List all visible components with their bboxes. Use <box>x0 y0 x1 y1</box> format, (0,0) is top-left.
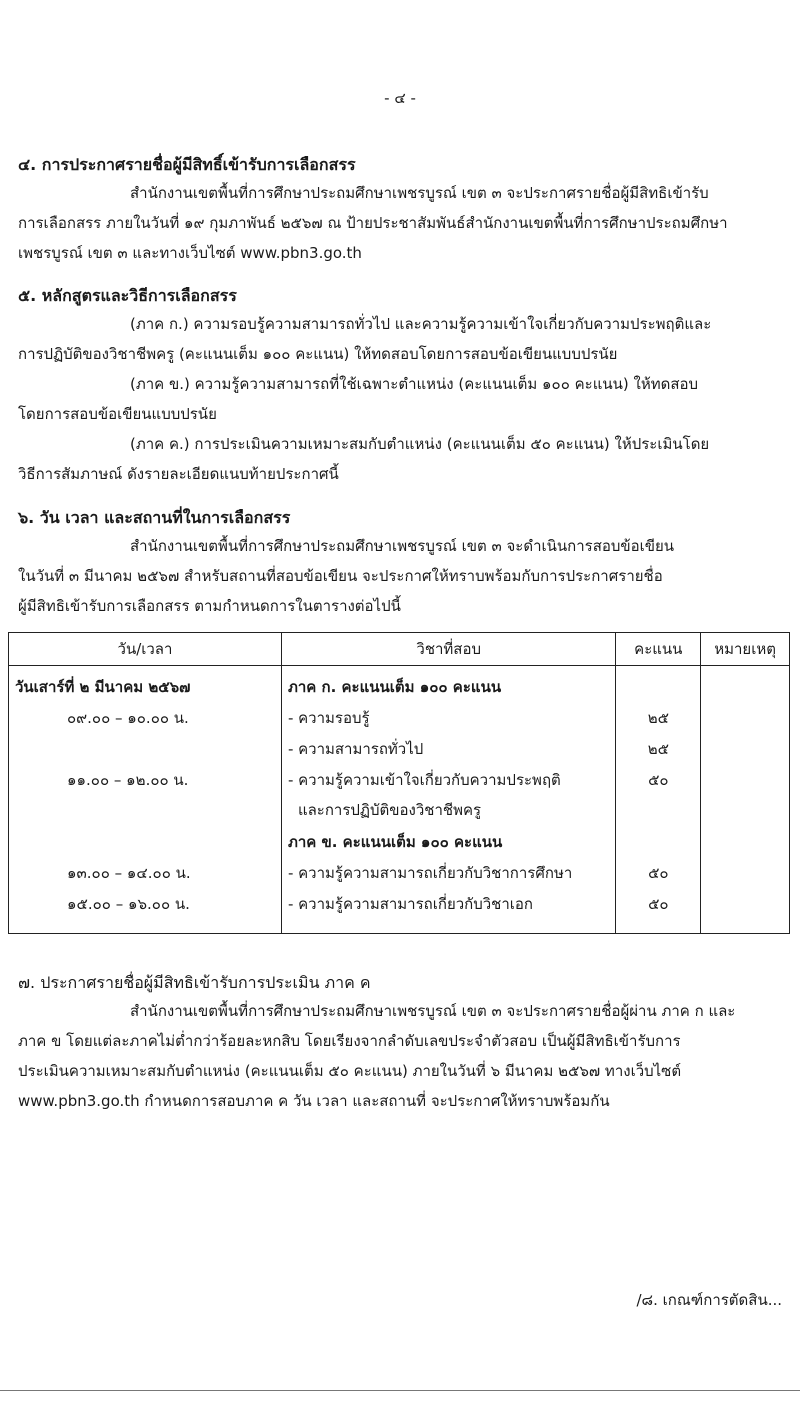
section-4-body <box>18 178 790 268</box>
paragraph-line: www.pbn3.go.th กำหนดการสอบภาค ค วัน เวลา และสถานที่ จะประกาศให้ทราบพร้อมกัน <box>18 1092 610 1110</box>
bottom-rule <box>0 1390 800 1391</box>
subject-line: - ความรู้ความเข้าใจเกี่ยวกับความประพฤติ <box>287 771 561 790</box>
subject-cell: - ความรู้ความสามารถเกี่ยวกับวิชาการศึกษา <box>281 858 616 889</box>
table-row <box>9 765 790 827</box>
table-row <box>9 889 790 933</box>
paragraph-line: การปฏิบัติของวิชาชีพครู (คะแนนเต็ม ๑๐๐ คะแนน) ให้ทดสอบโดยการสอบข้อเขียนแบบปรนัย <box>18 345 618 363</box>
table-row <box>9 858 790 889</box>
section-6-heading: ๖. วัน เวลา และสถานที่ในการเลือกสรร <box>18 508 291 527</box>
column-header-datetime: วัน/เวลา <box>9 633 282 666</box>
paragraph-line: เพชรบูรณ์ เขต ๓ และทางเว็บไซต์ www.pbn3.go.th <box>18 244 362 262</box>
section-7-heading: ๗. ประกาศรายชื่อผู้มีสิทธิเข้ารับการประเมิน ภาค ค <box>18 973 371 992</box>
score-cell: ๕๐ <box>616 858 701 889</box>
subject-cell: - ความสามารถทั่วไป <box>281 734 616 765</box>
table-row <box>9 734 790 765</box>
score-cell: ๒๕ <box>616 703 701 734</box>
section-4-heading: ๔. การประกาศรายชื่อผู้มีสิทธิ์เข้ารับการเลือกสรร <box>18 155 356 174</box>
score-cell: ๕๐ <box>616 889 701 933</box>
paragraph-line: วิธีการสัมภาษณ์ ดังรายละเอียดแนบท้ายประกาศนี้ <box>18 465 339 483</box>
time-cell: ๑๑.๐๐ – ๑๒.๐๐ น. <box>9 765 282 827</box>
section-5 <box>18 283 790 489</box>
section-5-body <box>18 309 790 489</box>
paragraph-line: ผู้มีสิทธิเข้ารับการเลือกสรร ตามกำหนดการในตารางต่อไปนี้ <box>18 597 401 615</box>
paragraph-line: ประเมินความเหมาะสมกับตำแหน่ง (คะแนนเต็ม ๕๐ คะแนน) ภายในวันที่ ๖ มีนาคม ๒๕๖๗ ทางเว็บไซต์ <box>18 1062 682 1080</box>
table-row <box>9 666 790 704</box>
table-row <box>9 827 790 858</box>
time-cell: ๐๙.๐๐ – ๑๐.๐๐ น. <box>9 703 282 734</box>
subject-cell: - ความรอบรู้ <box>281 703 616 734</box>
score-cell: ๕๐ <box>616 765 701 827</box>
column-header-remark: หมายเหตุ <box>701 633 790 666</box>
paragraph-line: (ภาค ก.) ความรอบรู้ความสามารถทั่วไป และความรู้ความเข้าใจเกี่ยวกับความประพฤติและ <box>130 315 712 333</box>
column-header-subject: วิชาที่สอบ <box>281 633 616 666</box>
paragraph-line: (ภาค ข.) ความรู้ความสามารถที่ใช้เฉพาะตำแหน่ง (คะแนนเต็ม ๑๐๐ คะแนน) ให้ทดสอบ <box>130 375 699 393</box>
subject-cell <box>281 765 616 827</box>
paragraph-line: สำนักงานเขตพื้นที่การศึกษาประถมศึกษาเพชรบูรณ์ เขต ๓ จะประกาศรายชื่อผู้ผ่าน ภาค ก และ <box>130 1002 736 1020</box>
section-7 <box>18 970 790 1116</box>
section-7-body <box>18 996 790 1116</box>
paragraph-line: ภาค ข โดยแต่ละภาคไม่ต่ำกว่าร้อยละหกสิบ โดยเรียงจากลำดับเลขประจำตัวสอบ เป็นผู้มีสิทธิเข้ารับการ <box>18 1032 681 1050</box>
time-cell <box>9 734 282 765</box>
paragraph-line: สำนักงานเขตพื้นที่การศึกษาประถมศึกษาเพชรบูรณ์ เขต ๓ จะประกาศรายชื่อผู้มีสิทธิเข้ารับ <box>130 184 709 202</box>
paragraph-line: โดยการสอบข้อเขียนแบบปรนัย <box>18 405 217 423</box>
page-number: - ๔ - <box>384 89 416 107</box>
paragraph-line: ในวันที่ ๓ มีนาคม ๒๕๖๗ สำหรับสถานที่สอบข้อเขียน จะประกาศให้ทราบพร้อมกับการประกาศรายชื่อ <box>18 567 663 585</box>
table-header-row <box>9 633 790 666</box>
section-6-body <box>18 531 790 621</box>
subject-line: และการปฏิบัติของวิชาชีพครู <box>297 801 482 820</box>
exam-schedule-table <box>8 632 790 934</box>
paragraph-line: สำนักงานเขตพื้นที่การศึกษาประถมศึกษาเพชรบูรณ์ เขต ๓ จะดำเนินการสอบข้อเขียน <box>130 537 675 555</box>
next-page-continuation: /๘. เกณฑ์การตัดสิน... <box>636 1291 782 1309</box>
part-b-heading: ภาค ข. คะแนนเต็ม ๑๐๐ คะแนน <box>281 827 616 858</box>
paragraph-line: (ภาค ค.) การประเมินความเหมาะสมกับตำแหน่ง (คะแนนเต็ม ๕๐ คะแนน) ให้ประเมินโดย <box>130 435 710 453</box>
score-cell: ๒๕ <box>616 734 701 765</box>
table-row <box>9 703 790 734</box>
column-header-score: คะแนน <box>616 633 701 666</box>
time-cell: ๑๕.๐๐ – ๑๖.๐๐ น. <box>9 889 282 933</box>
section-6 <box>18 505 790 621</box>
part-a-heading: ภาค ก. คะแนนเต็ม ๑๐๐ คะแนน <box>281 666 616 704</box>
section-4 <box>18 152 790 268</box>
paragraph-line: การเลือกสรร ภายในวันที่ ๑๙ กุมภาพันธ์ ๒๕๖๗ ณ ป้ายประชาสัมพันธ์สำนักงานเขตพื้นที่การศึกษาประถมศึกษา <box>18 214 728 232</box>
exam-date: วันเสาร์ที่ ๒ มีนาคม ๒๕๖๗ <box>9 666 282 704</box>
section-5-heading: ๕. หลักสูตรและวิธีการเลือกสรร <box>18 286 237 305</box>
time-cell: ๑๓.๐๐ – ๑๔.๐๐ น. <box>9 858 282 889</box>
subject-cell: - ความรู้ความสามารถเกี่ยวกับวิชาเอก <box>281 889 616 933</box>
